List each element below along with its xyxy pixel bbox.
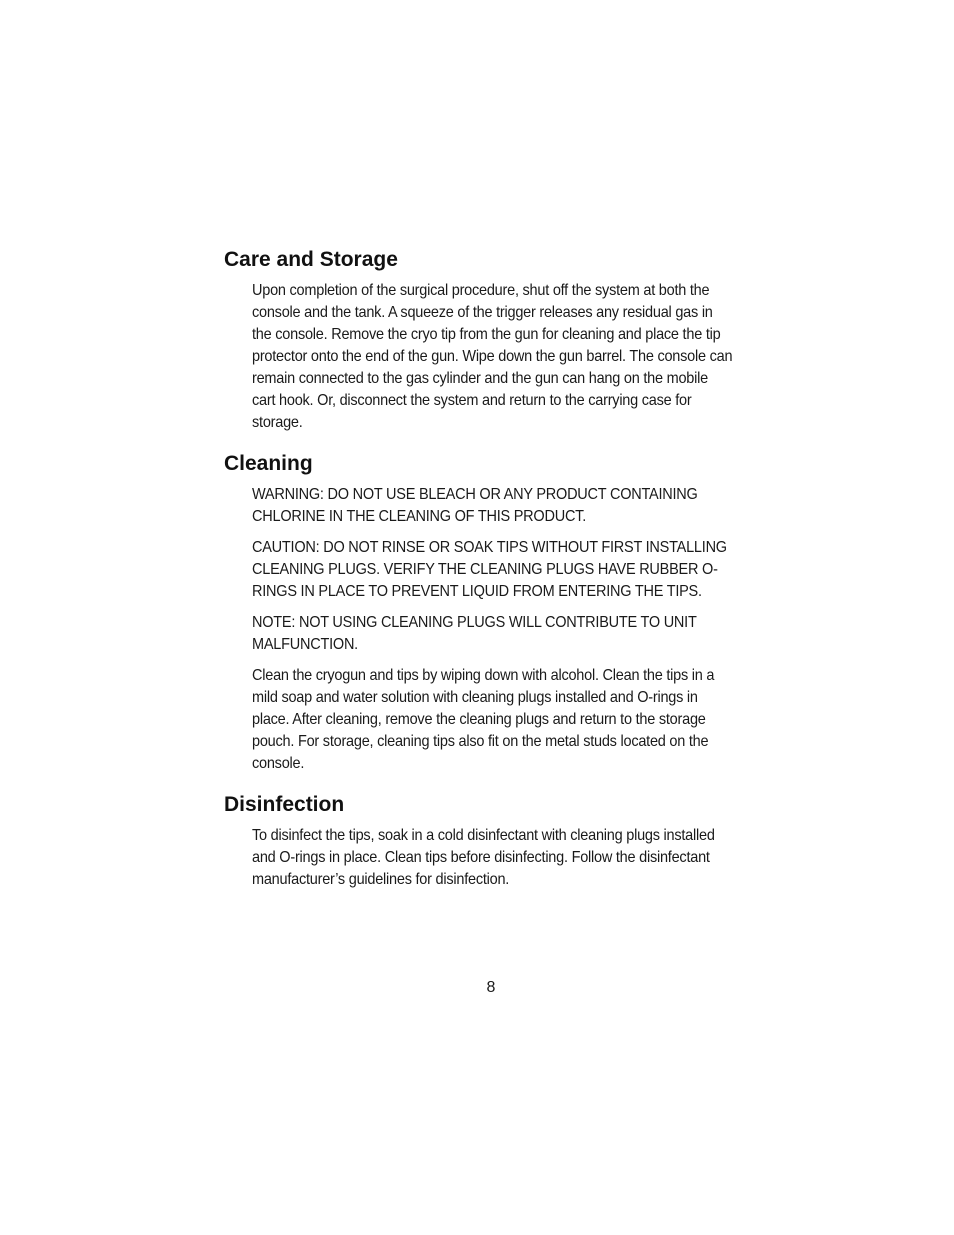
section-body <box>252 825 734 891</box>
section-care-and-storage <box>224 246 734 434</box>
section-heading: Disinfection <box>224 793 345 816</box>
note-paragraph: NOTE: NOT USING CLEANING PLUGS WILL CONTRIBUTE TO UNIT MALFUNCTION. <box>252 614 697 653</box>
section-body <box>252 280 734 434</box>
paragraph: Upon completion of the surgical procedure, shut off the system at both the console and the tank. A squeeze of the trigger releases any residual gas in the console. Remove the cryo tip from the gun for cleaning and place the tip protector onto the end of the gun. Wipe down the gun barrel. The console can remain connected to the gas cylinder and the gun can hang on the mobile cart hook. Or, disconnect the system and return to the carrying case for storage. <box>252 282 733 431</box>
section-heading: Care and Storage <box>224 248 398 271</box>
section-body <box>252 484 734 775</box>
section-disinfection <box>224 791 734 891</box>
section-heading: Cleaning <box>224 452 313 475</box>
page-content <box>224 246 734 907</box>
page-number: 8 <box>486 979 496 996</box>
paragraph: To disinfect the tips, soak in a cold disinfectant with cleaning plugs installed and O-rings in place. Clean tips before disinfecting. Follow the disinfectant manufacturer’s guidelines for disinfection. <box>252 827 715 888</box>
warning-paragraph: WARNING: DO NOT USE BLEACH OR ANY PRODUCT CONTAINING CHLORINE IN THE CLEANING OF THIS PRODUCT. <box>252 486 698 525</box>
caution-paragraph: CAUTION: DO NOT RINSE OR SOAK TIPS WITHOUT FIRST INSTALLING CLEANING PLUGS. VERIFY THE CLEANING PLUGS HAVE RUBBER O-RINGS IN PLACE TO PREVENT LIQUID FROM ENTERING THE TIPS. <box>252 539 727 600</box>
paragraph: Clean the cryogun and tips by wiping down with alcohol. Clean the tips in a mild soap and water solution with cleaning plugs installed and O-rings in place. After cleaning, remove the cleaning plugs and return to the storage pouch. For storage, cleaning tips also fit on the metal studs located on the console. <box>252 667 715 772</box>
section-cleaning <box>224 450 734 775</box>
